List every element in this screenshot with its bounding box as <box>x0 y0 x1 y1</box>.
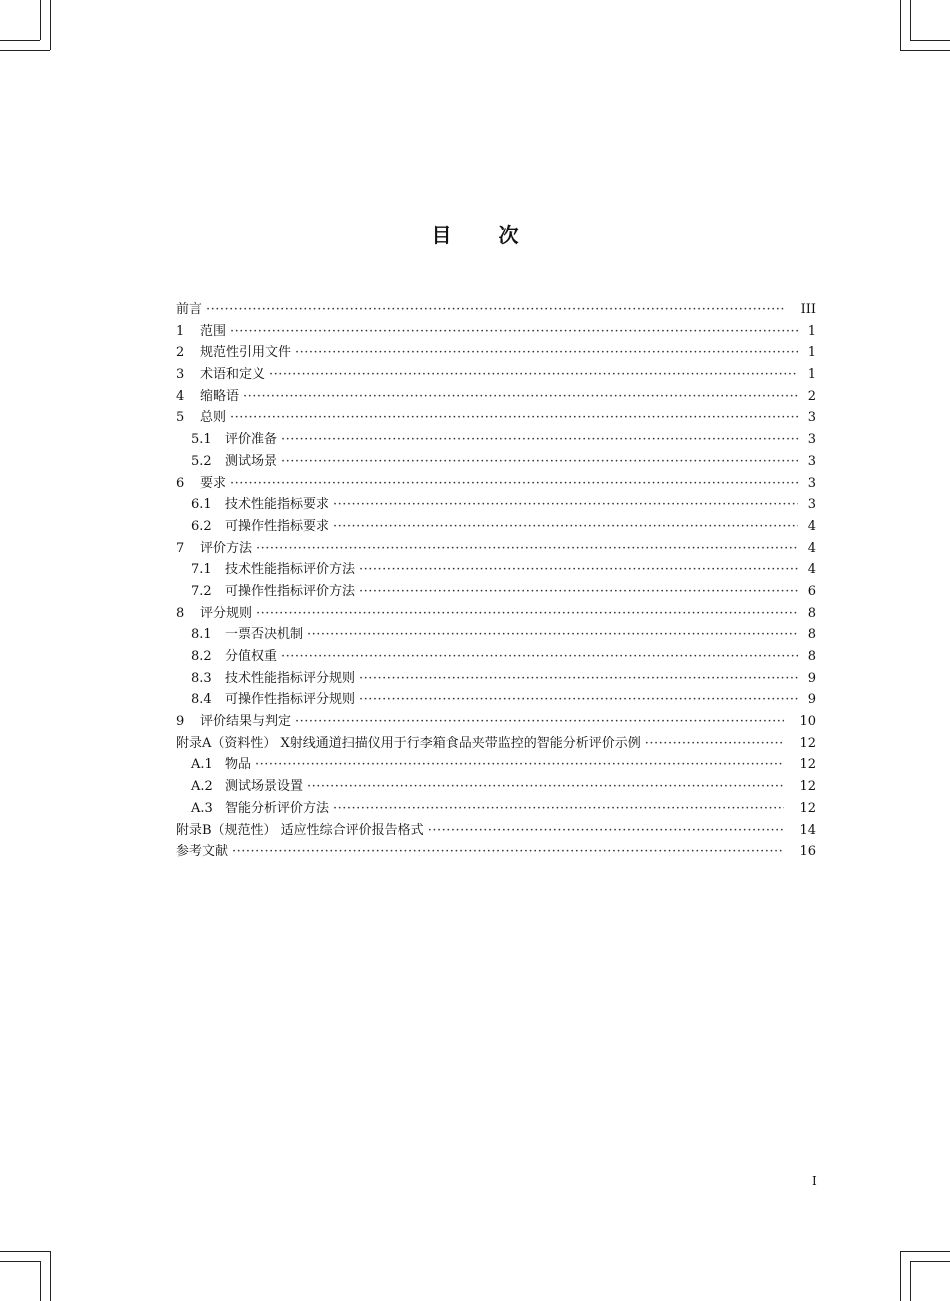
table-of-contents <box>176 298 816 862</box>
crop-mark <box>50 1251 51 1301</box>
toc-entry-number: 1 <box>176 323 185 339</box>
toc-entry-label: 可操作性指标评分规则 <box>225 692 356 708</box>
dot-leader <box>295 345 798 360</box>
crop-mark <box>0 40 40 41</box>
toc-entry-page: 3 <box>807 497 816 513</box>
toc-entry-page: 4 <box>807 540 816 556</box>
dot-leader <box>281 454 798 469</box>
toc-entry-label: 评分规则 <box>200 605 253 621</box>
toc-entry-number: 8.4 <box>191 692 212 708</box>
toc-entry-page: 4 <box>807 562 816 578</box>
crop-mark <box>0 1251 50 1252</box>
page-number: I <box>812 1174 817 1188</box>
dot-leader <box>281 649 798 664</box>
toc-entry-label: 技术性能指标评分规则 <box>225 670 356 686</box>
dot-leader <box>243 389 798 404</box>
toc-entry-page: 3 <box>807 432 816 448</box>
toc-entry-label: 评价结果与判定 <box>200 714 292 730</box>
toc-entry-page: 9 <box>807 692 816 708</box>
crop-mark <box>40 1261 41 1301</box>
toc-entry-number: 6 <box>176 475 185 491</box>
dot-leader <box>256 606 798 621</box>
toc-entry-page: 12 <box>799 757 816 773</box>
toc-entry-page: 16 <box>799 844 816 860</box>
toc-entry-number: 7.1 <box>191 562 212 578</box>
toc-entry-label: 测试场景 <box>225 453 278 469</box>
crop-mark <box>910 1261 911 1301</box>
toc-entry-page: 14 <box>799 822 816 838</box>
toc-entry-label: 物品 <box>225 757 252 773</box>
crop-mark <box>910 0 911 40</box>
toc-entry[interactable] <box>176 580 816 602</box>
toc-entry-number: 8 <box>176 605 185 621</box>
toc-entry-label: 可操作性指标要求 <box>225 518 330 534</box>
crop-mark <box>910 40 950 41</box>
toc-entry-number: A.2 <box>191 779 213 795</box>
toc-entry-page: 12 <box>799 800 816 816</box>
toc-entry[interactable] <box>176 775 816 797</box>
toc-entry-page: 12 <box>799 779 816 795</box>
toc-entry[interactable] <box>176 493 816 515</box>
toc-entry-number: 7 <box>176 540 185 556</box>
toc-entry-label: 范围 <box>200 323 227 339</box>
toc-entry-page: 8 <box>807 649 816 664</box>
toc-entry-label: 要求 <box>200 475 227 491</box>
toc-entry[interactable] <box>176 472 816 494</box>
toc-entry-label: 评价方法 <box>200 540 253 556</box>
toc-entry[interactable] <box>176 688 816 710</box>
toc-entry-page: 1 <box>807 367 816 383</box>
toc-entry-page: 1 <box>807 323 816 339</box>
toc-entry-number: 5 <box>176 410 185 426</box>
dot-leader <box>255 757 784 772</box>
toc-entry-label: 技术性能指标评价方法 <box>225 562 356 578</box>
toc-entry-label: 分值权重 <box>225 649 278 664</box>
dot-leader <box>428 823 784 838</box>
crop-mark <box>900 50 950 51</box>
dot-leader <box>333 801 784 816</box>
toc-entry[interactable] <box>176 320 816 342</box>
toc-entry-number: A.3 <box>191 800 213 816</box>
toc-entry[interactable] <box>176 602 816 624</box>
crop-mark <box>910 1261 950 1262</box>
toc-entry-page: 8 <box>807 605 816 621</box>
crop-mark <box>900 1251 950 1252</box>
toc-entry[interactable] <box>176 732 816 754</box>
page-title <box>0 219 950 248</box>
toc-entry-label: 测试场景设置 <box>225 779 304 795</box>
toc-entry[interactable] <box>176 840 816 862</box>
toc-entry-number: 6.2 <box>191 518 212 534</box>
toc-entry[interactable] <box>176 753 816 775</box>
toc-entry-number: 5.2 <box>191 453 212 469</box>
title-char: 目 <box>431 223 452 247</box>
dot-leader <box>307 779 784 794</box>
toc-entry-number: 8.2 <box>191 649 212 664</box>
toc-entry-label: 缩略语 <box>200 388 240 404</box>
toc-entry-label: 规范性引用文件 <box>200 345 292 361</box>
toc-entry[interactable] <box>176 385 816 407</box>
toc-entry-label: 技术性能指标要求 <box>225 497 330 513</box>
crop-mark <box>900 1251 901 1301</box>
toc-entry-page: 1 <box>807 345 816 361</box>
dot-leader <box>269 367 798 382</box>
dot-leader <box>359 562 798 577</box>
toc-entry-label: 评价准备 <box>225 432 278 448</box>
dot-leader <box>232 844 784 859</box>
crop-mark <box>0 50 50 51</box>
toc-entry[interactable] <box>176 515 816 537</box>
dot-leader <box>230 476 798 491</box>
toc-entry-label: 一票否决机制 <box>225 627 304 643</box>
toc-entry[interactable] <box>176 558 816 580</box>
crop-mark <box>900 0 901 50</box>
dot-leader <box>359 692 798 707</box>
toc-entry[interactable] <box>176 797 816 819</box>
toc-entry[interactable] <box>176 428 816 450</box>
dot-leader <box>230 410 798 425</box>
dot-leader <box>206 302 784 317</box>
toc-entry[interactable] <box>176 363 816 385</box>
toc-entry[interactable] <box>176 341 816 363</box>
toc-entry-number: 9 <box>176 714 185 730</box>
toc-entry-page: 4 <box>807 518 816 534</box>
crop-mark <box>40 0 41 40</box>
toc-entry-page: 6 <box>807 583 816 599</box>
dot-leader <box>281 432 798 447</box>
toc-entry-label: 附录B（规范性） 适应性综合评价报告格式 <box>176 822 424 838</box>
dot-leader <box>295 714 784 729</box>
dot-leader <box>256 541 798 556</box>
dot-leader <box>307 627 798 642</box>
toc-entry-page: 3 <box>807 453 816 469</box>
toc-entry-number: 5.1 <box>191 432 212 448</box>
toc-entry-number: 4 <box>176 388 185 404</box>
toc-entry[interactable] <box>176 406 816 428</box>
toc-entry-number: 8.3 <box>191 670 212 686</box>
toc-entry-page: 2 <box>807 388 816 404</box>
dot-leader <box>645 736 784 751</box>
toc-entry[interactable] <box>176 450 816 472</box>
toc-entry-label: 附录A（资料性） X射线通道扫描仪用于行李箱食品夹带监控的智能分析评价示例 <box>176 735 641 751</box>
toc-entry-page: 10 <box>799 714 816 730</box>
crop-mark <box>0 1261 40 1262</box>
toc-entry-number: A.1 <box>191 757 213 773</box>
toc-entry[interactable] <box>176 298 816 320</box>
toc-entry-number: 8.1 <box>191 627 212 643</box>
title-char: 次 <box>498 223 519 247</box>
toc-entry-page: 12 <box>799 735 816 751</box>
crop-mark <box>50 0 51 50</box>
toc-entry-label: 总则 <box>200 410 227 426</box>
dot-leader <box>359 671 798 686</box>
toc-entry-label: 参考文献 <box>176 844 229 860</box>
toc-entry-page: 3 <box>807 475 816 491</box>
toc-entry-label: 术语和定义 <box>200 367 266 383</box>
toc-entry[interactable] <box>176 819 816 841</box>
toc-entry-number: 2 <box>176 345 185 361</box>
toc-entry-page: 8 <box>807 627 816 643</box>
dot-leader <box>333 519 798 534</box>
toc-entry[interactable] <box>176 645 816 667</box>
dot-leader <box>230 324 798 339</box>
toc-entry-label: 智能分析评价方法 <box>225 800 330 816</box>
toc-entry-number: 3 <box>176 367 185 383</box>
dot-leader <box>333 497 798 512</box>
toc-entry-label: 可操作性指标评价方法 <box>225 583 356 599</box>
toc-entry-page: 9 <box>807 670 816 686</box>
toc-entry-number: 6.1 <box>191 497 212 513</box>
toc-entry[interactable] <box>176 537 816 559</box>
toc-entry-number: 7.2 <box>191 583 212 599</box>
dot-leader <box>359 584 798 599</box>
toc-entry[interactable] <box>176 710 816 732</box>
toc-entry-page: 3 <box>807 410 816 426</box>
toc-entry-label: 前言 <box>176 302 203 317</box>
toc-entry[interactable] <box>176 623 816 645</box>
toc-entry-page: III <box>800 302 816 317</box>
toc-entry[interactable] <box>176 667 816 689</box>
